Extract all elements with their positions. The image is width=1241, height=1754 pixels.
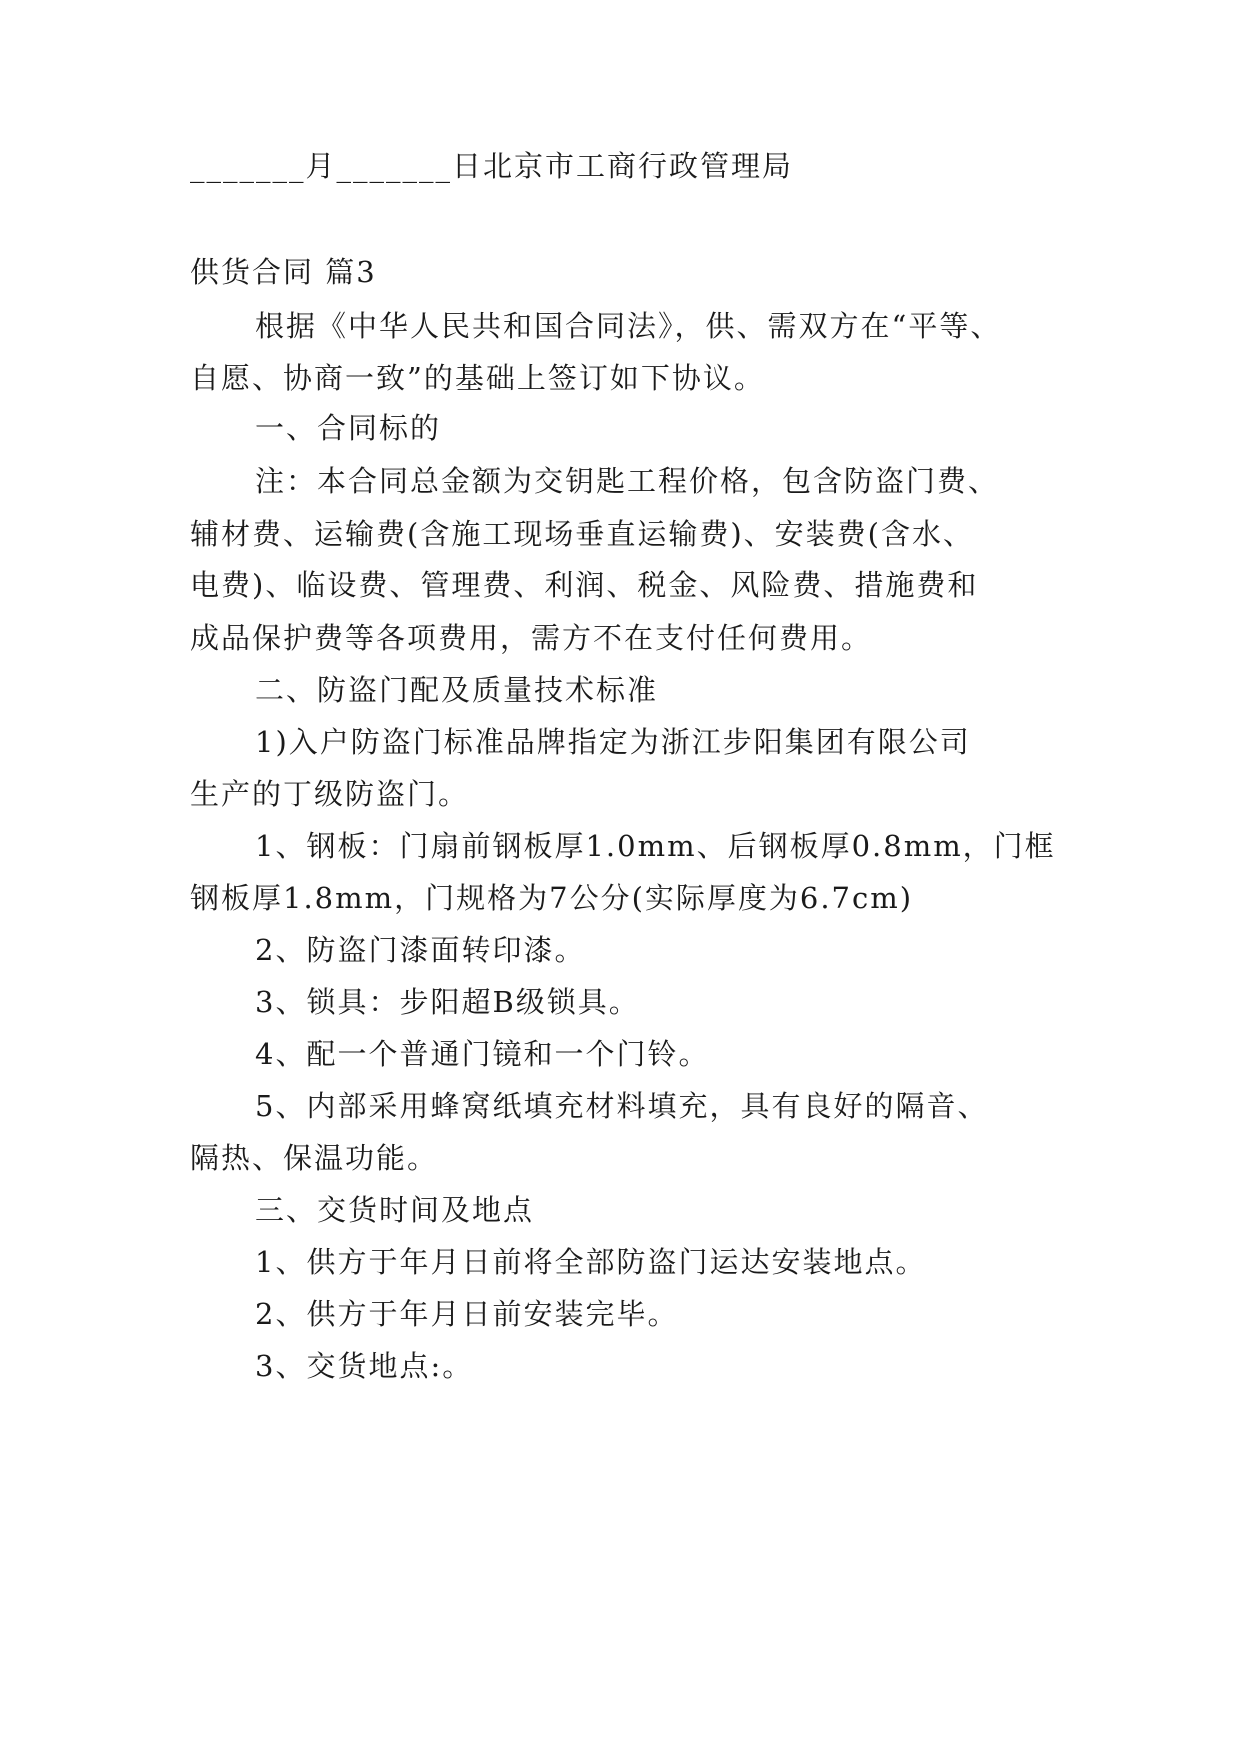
paragraph-line: 1、钢板：门扇前钢板厚1.0mm、后钢板厚0.8mm，门框 (255, 829, 1056, 863)
section-title: 供货合同 篇3 (190, 255, 377, 289)
paragraph-line: 2、供方于年月日前安装完毕。 (255, 1297, 679, 1331)
paragraph-line: 钢板厚1.8mm，门规格为7公分(实际厚度为6.7cm) (190, 881, 914, 915)
paragraph-line: 3、交货地点:。 (255, 1349, 474, 1383)
paragraph-line: 成品保护费等各项费用，需方不在支付任何费用。 (190, 621, 873, 655)
paragraph-line: 自愿、协商一致”的基础上签订如下协议。 (190, 361, 765, 395)
paragraph-line: 4、配一个普通门镜和一个门铃。 (255, 1037, 710, 1071)
paragraph-line: 1、供方于年月日前将全部防盗门运达安装地点。 (255, 1245, 927, 1279)
clause-heading: 一、合同标的 (255, 411, 442, 445)
clause-heading: 三、交货时间及地点 (255, 1193, 535, 1227)
paragraph-line: 注：本合同总金额为交钥匙工程价格，包含防盗门费、 (255, 464, 1000, 498)
paragraph-line: 隔热、保温功能。 (190, 1141, 439, 1175)
paragraph-line: 电费)、临设费、管理费、利润、税金、风险费、措施费和 (190, 568, 979, 602)
paragraph-line: 2、防盗门漆面转印漆。 (255, 933, 586, 967)
paragraph-line: 5、内部采用蜂窝纸填充材料填充，具有良好的隔音、 (255, 1089, 989, 1123)
date-authority-line: _______月_______日北京市工商行政管理局 (190, 149, 794, 183)
paragraph-line: 3、锁具：步阳超B级锁具。 (255, 985, 640, 1019)
paragraph-line: 辅材费、运输费(含施工现场垂直运输费)、安装费(含水、 (190, 517, 974, 551)
paragraph-line: 生产的丁级防盗门。 (190, 777, 470, 811)
paragraph-line: 1)入户防盗门标准品牌指定为浙江步阳集团有限公司 (255, 725, 971, 759)
paragraph-line: 根据《中华人民共和国合同法》，供、需双方在“平等、 (255, 309, 1002, 343)
clause-heading: 二、防盗门配及质量技术标准 (255, 673, 659, 707)
